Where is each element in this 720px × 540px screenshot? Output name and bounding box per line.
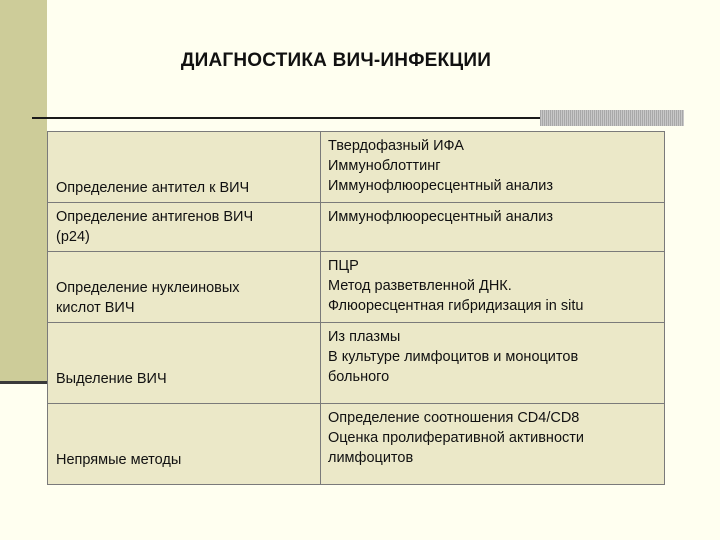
row-label-cell: [48, 252, 321, 323]
diagnostics-table-container: [47, 131, 665, 485]
method-line: лимфоцитов: [328, 450, 414, 466]
method-line: Иммуноблоттинг: [328, 158, 441, 174]
row-label-line: Выделение ВИЧ: [56, 371, 167, 387]
table-row: [48, 203, 665, 252]
method-line: Иммунофлюоресцентный анализ: [328, 178, 553, 194]
method-line: Твердофазный ИФА: [328, 138, 464, 154]
row-label-line: Определение нуклеиновых: [56, 280, 240, 296]
method-line: Определение соотношения CD4/CD8: [328, 410, 580, 426]
row-label-cell: [48, 404, 321, 485]
table-row: [48, 323, 665, 404]
method-line: Метод разветвленной ДНК.: [328, 278, 512, 294]
row-label-line: Определение антигенов ВИЧ: [56, 209, 254, 225]
table-row: [48, 252, 665, 323]
method-line: В культуре лимфоцитов и моноцитов: [328, 349, 579, 365]
method-line: Оценка пролиферативной активности: [328, 430, 584, 446]
row-methods-cell: [321, 323, 665, 404]
row-label-cell: [48, 203, 321, 252]
slide-title: ДИАГНОСТИКА ВИЧ-ИНФЕКЦИИ: [180, 50, 492, 71]
row-label-cell: [48, 323, 321, 404]
row-label-line: Непрямые методы: [56, 452, 182, 468]
method-line: больного: [328, 369, 390, 385]
method-line: Иммунофлюоресцентный анализ: [328, 209, 553, 225]
method-line: Из плазмы: [328, 329, 401, 345]
row-label-line: Определение антител к ВИЧ: [56, 180, 250, 196]
method-line: ПЦР: [328, 258, 359, 274]
row-label-cell: [48, 132, 321, 203]
diagnostics-table: [47, 131, 665, 485]
method-line: Флюоресцентная гибридизация in situ: [328, 298, 584, 314]
row-methods-cell: [321, 203, 665, 252]
table-row: [48, 132, 665, 203]
side-bar-bottom-rule: [0, 381, 47, 384]
row-methods-cell: [321, 252, 665, 323]
divider-hatch-pattern: [540, 110, 684, 126]
table-row: [48, 404, 665, 485]
row-label-line: кислот ВИЧ: [56, 300, 135, 316]
row-methods-cell: [321, 132, 665, 203]
row-label-line: (р24): [56, 229, 90, 245]
row-methods-cell: [321, 404, 665, 485]
